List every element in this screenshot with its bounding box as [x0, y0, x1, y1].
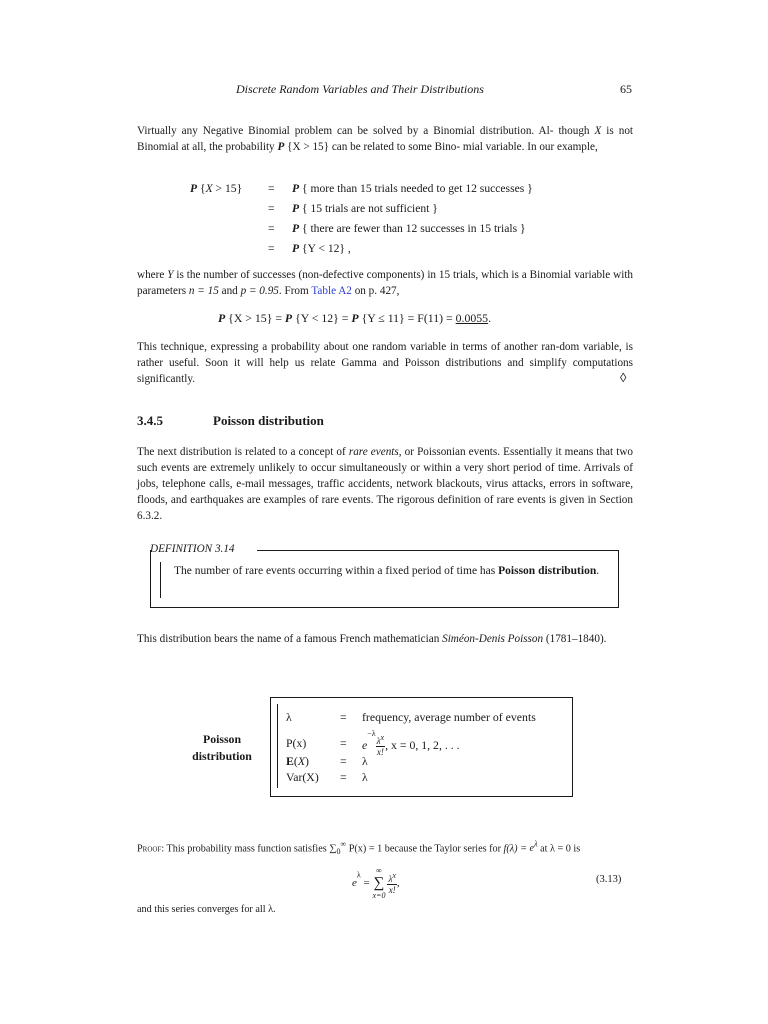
- poisson-label-line1: Poisson: [202, 732, 242, 746]
- definition-text: [174, 563, 604, 579]
- namesake-paragraph: [137, 631, 633, 647]
- prob-symbol: P: [284, 311, 293, 325]
- poisson-row-mean-rel: =: [340, 754, 347, 768]
- poisson-pmf-formula: $e^{-\lambda}$ $\frac{\lambda^x}{x!}$ , x = 0, 1, 2, . . .: [362, 729, 460, 758]
- equation-number: (3.13): [596, 874, 622, 885]
- poisson-row-mean-lhs: E(X): [286, 754, 309, 768]
- poisson-row-var-lhs: Var(X): [286, 770, 319, 784]
- result-equation: [218, 311, 491, 326]
- eq-sign: =: [268, 242, 275, 255]
- intro-text-3: is not Binomial at all, the probability: [137, 125, 634, 153]
- derivation-row-3-text: { there are fewer than 12 successes in 15 trials }: [302, 222, 526, 235]
- definition-term: Poisson distribution: [498, 565, 597, 577]
- intro-paragraph: [137, 123, 633, 155]
- poisson-row-pmf-rhs: , x = 0, 1, 2, . . .: [385, 737, 460, 752]
- table-a2-link[interactable]: Table A2: [311, 285, 352, 297]
- where-text-2: is the number of successes (non-defective components) in 15 trials, which is a: [176, 269, 527, 281]
- poisson-label-line2: distribution: [192, 749, 252, 763]
- eq-sign: =: [268, 222, 275, 235]
- eq-sign: =: [268, 182, 275, 195]
- variable-y: Y: [167, 269, 174, 281]
- poisson-row-var-rel: =: [340, 770, 347, 784]
- result-eq-mid2: {Y ≤ 11} = F(11) =: [361, 311, 456, 325]
- proof-paragraph: [137, 837, 633, 859]
- intro-prob-expr: {X > 15}: [284, 141, 330, 153]
- intro-text-1: Virtually any Negative Binomial problem can be solved by a Binomial distribution. Al-: [137, 125, 554, 137]
- section-title: Poisson distribution: [213, 413, 324, 428]
- page-number: 65: [620, 82, 632, 96]
- poisson-row-mean-rhs: λ: [362, 754, 368, 768]
- rare-events-paragraph: [137, 444, 633, 524]
- technique-text: This technique, expressing a probability about one random variable in terms of another ran-dom variable, is rather useful. Soon it will help us relate Gamma and Poisson distributions and simplify computations significantly.: [137, 341, 633, 385]
- section-heading: [137, 413, 324, 429]
- rare-text-1: The next distribution is related to a concept of: [137, 446, 346, 458]
- where-paragraph: [137, 267, 633, 299]
- proof-closing: and this series converges for all λ.: [137, 904, 276, 915]
- poisson-row-lambda-lhs: λ: [286, 710, 292, 724]
- result-value: 0.0055: [455, 311, 489, 325]
- running-title: Discrete Random Variables and Their Distributions: [236, 82, 484, 96]
- param-p: p = 0.95: [240, 285, 279, 297]
- poisson-row-lambda-rel: =: [340, 710, 347, 724]
- derivation-row-2: P { 15 trials are not sufficient }: [292, 202, 438, 215]
- proof-label: Proof: [137, 843, 162, 855]
- where-text-4: and: [221, 285, 238, 297]
- prob-symbol: P: [351, 311, 359, 325]
- param-n: n = 15: [188, 285, 219, 297]
- derivation-row-1-text: { more than 15 trials needed to get 12 successes }: [302, 182, 533, 195]
- poisson-row-pmf-rel: =: [340, 736, 347, 750]
- poisson-row-pmf-lhs: P(x): [286, 736, 307, 750]
- derivation-row-1: P { more than 15 trials needed to get 12 successes }: [292, 182, 533, 195]
- definition-inner-rule: [160, 562, 161, 598]
- intro-text-4: can be related to some Bino-: [331, 141, 461, 153]
- sum-operator: ∞ ∑ x=0: [372, 866, 386, 900]
- poisson-box-label: [176, 731, 268, 765]
- proof-text-4: at λ = 0 is: [540, 843, 581, 855]
- intro-text-2: though: [558, 125, 590, 137]
- proof-text-1: : This probability mass function satisfies: [161, 843, 327, 855]
- derivation-lhs: P {X > 15}: [190, 182, 243, 195]
- result-eq-left: {X > 15} =: [228, 311, 285, 325]
- sum-symbol: $\sum_0^\infty$: [329, 840, 347, 857]
- proof-text-2: P(x) = 1 because the Taylor series for: [348, 843, 501, 855]
- where-text-3: Binomial variable with parameters: [137, 269, 634, 297]
- namesake-dates: (1781–1840).: [545, 633, 607, 645]
- prob-symbol: P: [218, 311, 226, 325]
- poisson-row-var-rhs: λ: [362, 770, 368, 784]
- poisson-box-inner-rule: [277, 704, 278, 788]
- derivation-row-4-text: {Y < 12} ,: [302, 242, 351, 255]
- derivation-row-2-text: { 15 trials are not sufficient }: [302, 202, 438, 215]
- definition-text-1: The number of rare events occurring within a fixed period of time has: [174, 565, 496, 577]
- where-text-1: where: [137, 269, 165, 281]
- technique-paragraph: [137, 339, 633, 387]
- result-eq-end: .: [488, 311, 492, 325]
- poisson-row-mean-arg: (X): [293, 754, 309, 768]
- end-of-example-mark: ◊: [620, 370, 627, 385]
- where-text-5: . From: [278, 285, 309, 297]
- pmf-fraction: $\frac{\lambda^x}{x!}$: [376, 733, 385, 758]
- poisson-row-lambda-rhs: frequency, average number of events: [362, 710, 536, 724]
- variable-x: X: [594, 125, 602, 137]
- intro-text-5: mial variable. In our example,: [462, 141, 598, 153]
- taylor-series-equation: $e^\lambda$ = ∞ ∑ x=0 $\frac{\lambda^x}{x!}$ ,: [352, 866, 400, 900]
- section-number: 3.4.5: [137, 413, 163, 428]
- poisson-name: Siméon-Denis Poisson: [442, 633, 544, 645]
- eq-sign: =: [268, 202, 275, 215]
- definition-label: DEFINITION 3.14: [150, 543, 235, 555]
- proof-text-3: f(λ) =: [503, 843, 527, 855]
- where-text-6: on p. 427,: [354, 285, 400, 297]
- result-eq-mid1: {Y < 12} =: [295, 311, 352, 325]
- exp-lambda: $e^\lambda$: [529, 840, 538, 855]
- taylor-fraction: $\frac{\lambda^x}{x!}$: [388, 871, 396, 895]
- definition-text-2: .: [596, 565, 600, 577]
- prob-symbol: P: [190, 182, 198, 195]
- derivation-row-3: P { there are fewer than 12 successes in 15 trials }: [292, 222, 526, 235]
- namesake-text-1: This distribution bears the name of a famous French mathematician: [137, 633, 440, 645]
- rare-text-2: , or Poissonian events. Essentially it means that two such events are extremely unlikely to occur simultaneously or within a very short period of time. Arrivals of jobs, telephone calls, e-mail messages, traffic accidents, network blackouts, virus attacks, errors in software, floods, and earthquakes are examples of rare events. The rigorous definition of rare events is given in Section 6.3.2.: [137, 446, 633, 522]
- derivation-row-4: P {Y < 12} ,: [292, 242, 351, 255]
- definition-box: [150, 550, 619, 608]
- prob-symbol: P: [277, 141, 285, 153]
- rare-events-term: rare events: [348, 446, 399, 458]
- running-header: [0, 82, 768, 100]
